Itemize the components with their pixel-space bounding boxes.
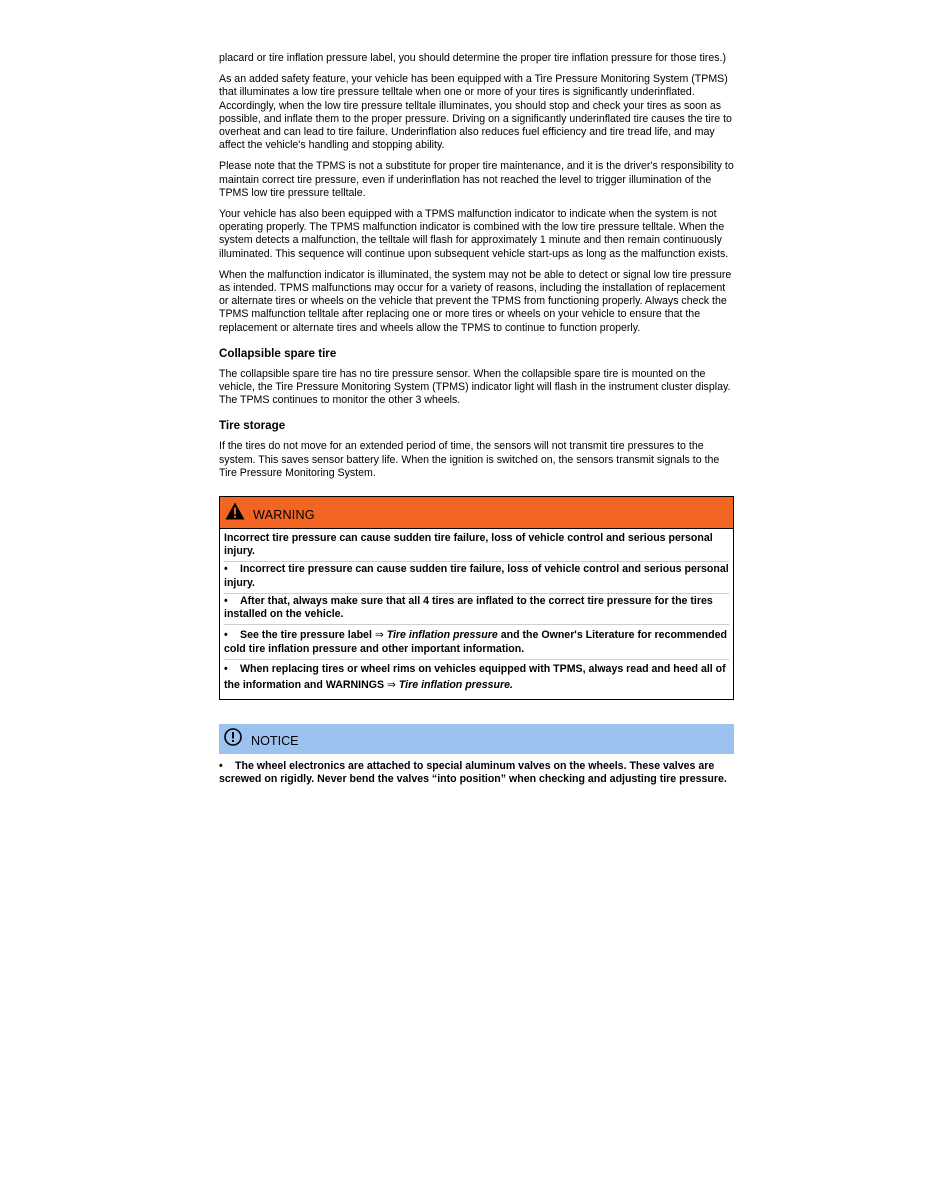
- paragraph-tpms-note: Please note that the TPMS is not a substitute for proper tire maintenance, and it is the driver's responsibility to maintain correct tire pressure, even if underinflation has not reached the level to trigger illumination of the TPMS low tire pressure telltale.: [219, 160, 734, 199]
- warning-lead: Incorrect tire pressure can cause sudden tire failure, loss of vehicle control and serious personal injury.: [224, 531, 729, 562]
- warning-box: [219, 496, 734, 700]
- paragraph-tpms-safety: As an added safety feature, your vehicle has been equipped with a Tire Pressure Monitoring System (TPMS) that illuminates a low tire pressure telltale when one or more of your tires is significantly underinflated. Accordingly, when the low tire pressure telltale illuminates, you should stop and check your tires as soon as possible, and inflate them to the proper pressure. Driving on a significantly underinflated tire causes the tire to overheat and can lead to tire failure. Underinflation also reduces fuel efficiency and tire tread life, and may affect the vehicle's handling and stopping ability.: [219, 73, 732, 152]
- notice-text: The wheel electronics are attached to special aluminum valves on the wheels. These valves are screwed on rigidly. Never bend the valves “into position” when checking and adjusting tire pressure.: [219, 759, 727, 785]
- notice-header: [219, 724, 734, 754]
- warning-item-text: and the Owner's Literature for recommended cold tire inflation pressure and other important information.: [224, 629, 727, 655]
- cross-reference-arrow-icon: ⇒: [374, 629, 384, 642]
- paragraph-continuation: placard or tire inflation pressure label, you should determine the proper tire inflation pressure for those tires.): [219, 52, 726, 64]
- paragraph-tire-storage: If the tires do not move for an extended period of time, the sensors will not transmit tire pressures to the system. This saves sensor battery life. When the ignition is switched on, the sensors transmit signals to the Tire Pressure Monitoring System.: [219, 440, 720, 479]
- heading-tire-storage: Tire storage: [219, 419, 286, 433]
- warning-item: [224, 594, 729, 625]
- warning-item-text: After that, always make sure that all 4 tires are inflated to the correct tire pressure for the tires installed on the vehicle.: [224, 594, 713, 621]
- warning-item: [224, 660, 729, 697]
- exclamation-circle-icon: [224, 728, 242, 746]
- bullet-icon: •: [224, 594, 228, 607]
- warning-body: [220, 529, 733, 699]
- cross-reference-link[interactable]: Tire inflation pressure: [386, 629, 498, 642]
- paragraph-malfunction-detail: When the malfunction indicator is illuminated, the system may not be able to detect or signal low tire pressure as intended. TPMS malfunctions may occur for a variety of reasons, including the installation of replacement or alternate tires or wheels on the vehicle that prevent the TPMS from functioning properly. Always check the TPMS malfunction telltale after replacing one or more tires or wheels on your vehicle to ensure that the replacement or alternate tires and wheels allow the TPMS to continue to function properly.: [219, 268, 732, 334]
- paragraph-malfunction-indicator: Your vehicle has also been equipped with a TPMS malfunction indicator to indicate when the system is not operating properly. The TPMS malfunction indicator is combined with the low tire pressure telltale. When the system detects a malfunction, the telltale will flash for approximately 1 minute and then remain continuously illuminated. This sequence will continue upon subsequent vehicle start-ups as long as the malfunction exists.: [219, 208, 729, 260]
- warning-item-text: See the tire pressure label: [240, 629, 372, 642]
- warning-item: [224, 625, 729, 659]
- manual-page: [219, 52, 734, 786]
- warning-header: [220, 497, 733, 529]
- bullet-icon: •: [224, 629, 228, 642]
- heading-collapsible-spare: Collapsible spare tire: [219, 346, 337, 360]
- warning-triangle-icon: [225, 502, 245, 520]
- bullet-icon: •: [224, 662, 228, 675]
- bullet-icon: •: [224, 563, 228, 576]
- paragraph-collapsible-spare: The collapsible spare tire has no tire pressure sensor. When the collapsible spare tire is mounted on the vehicle, the Tire Pressure Monitoring System (TPMS) indicator light will flash in the instrument cluster display. The TPMS continues to monitor the other 3 wheels.: [219, 367, 731, 407]
- warning-item-text: Incorrect tire pressure can cause sudden tire failure, loss of vehicle control and serious personal injury.: [224, 563, 729, 589]
- cross-reference-arrow-icon: ⇒: [387, 679, 396, 692]
- notice-title: NOTICE: [251, 733, 299, 748]
- notice-body: [219, 760, 734, 786]
- cross-reference-link[interactable]: Tire inflation pressure.: [398, 679, 513, 692]
- warning-item: [224, 562, 729, 593]
- warning-title: WARNING: [253, 507, 315, 522]
- warning-item-text: When replacing tires or wheel rims on vehicles equipped with TPMS, always read and heed all of the information and WARNINGS: [224, 662, 726, 692]
- bullet-icon: •: [219, 759, 223, 772]
